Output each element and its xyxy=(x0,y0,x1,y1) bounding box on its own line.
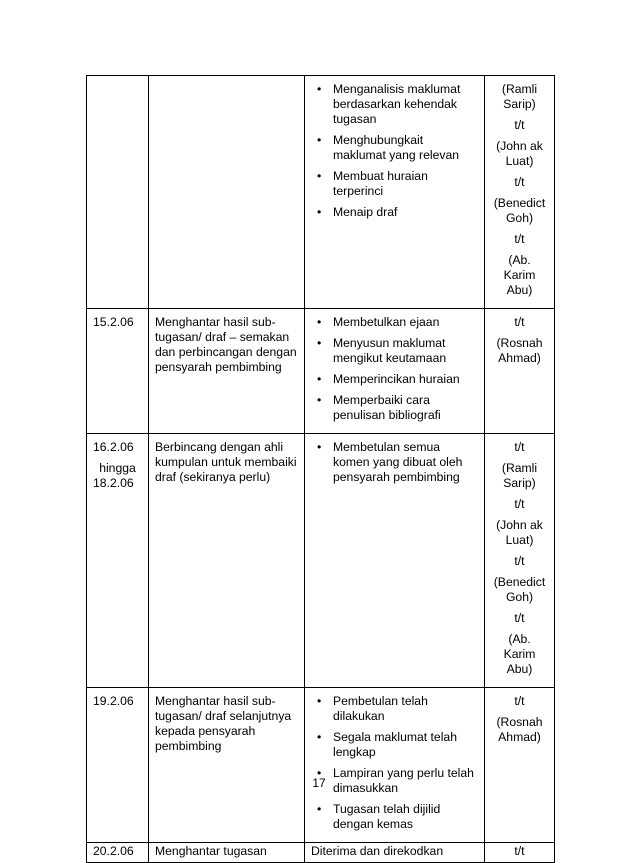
list-item: • Memperbaiki cara penulisan bibliografi xyxy=(311,393,478,423)
list-item: • Lampiran yang perlu telah dimasukkan xyxy=(311,766,478,796)
task-cell: Menghantar hasil sub-tugasan/ draf – semakan dan perbincangan dengan pensyarah pembimbing xyxy=(149,309,305,434)
date-cell xyxy=(87,76,149,309)
table-row xyxy=(87,309,555,434)
date-cell xyxy=(87,309,149,434)
date-text: 18.2.06 xyxy=(93,476,134,490)
action-cell xyxy=(305,688,485,843)
signature-mark: t/t xyxy=(514,440,525,454)
table-row xyxy=(87,843,555,863)
person-name: (Ab. Karim Abu) xyxy=(503,253,536,297)
person-name: (John ak Luat) xyxy=(496,518,543,547)
date-cell xyxy=(87,688,149,843)
action-cell: Diterima dan direkodkan xyxy=(305,843,485,863)
table-row xyxy=(87,434,555,688)
date-cell xyxy=(87,434,149,688)
signature-mark: t/t xyxy=(514,175,525,189)
person-cell xyxy=(485,843,555,863)
signature-mark: t/t xyxy=(514,694,525,708)
action-cell xyxy=(305,309,485,434)
signature-mark: t/t xyxy=(514,554,525,568)
date-text: 16.2.06 xyxy=(93,440,134,454)
list-item: • Tugasan telah dijilid dengan kemas xyxy=(311,802,478,832)
task-cell: Berbincang dengan ahli kumpulan untuk membaiki draf (sekiranya perlu) xyxy=(149,434,305,688)
action-cell xyxy=(305,76,485,309)
list-item: • Menganalisis maklumat berdasarkan kehendak tugasan xyxy=(311,82,478,127)
person-name: (John ak Luat) xyxy=(496,139,543,168)
person-cell xyxy=(485,434,555,688)
list-item: • Segala maklumat telah lengkap xyxy=(311,730,478,760)
page-number: 17 xyxy=(312,776,326,790)
person-name: (Benedict Goh) xyxy=(493,196,546,225)
list-item: • Membuat huraian terperinci xyxy=(311,169,478,199)
person-name: (Rosnah Ahmad) xyxy=(496,715,543,744)
person-name: (Ramli Sarip) xyxy=(501,461,538,490)
date-text: 19.2.06 xyxy=(93,694,134,708)
signature-mark: t/t xyxy=(514,118,525,132)
schedule-table xyxy=(86,75,555,863)
person-cell xyxy=(485,76,555,309)
person-cell xyxy=(485,688,555,843)
list-item: • Pembetulan telah dilakukan xyxy=(311,694,478,724)
list-item: • Membetulan semua komen yang dibuat oleh pensyarah pembimbing xyxy=(311,440,478,485)
signature-mark: t/t xyxy=(514,315,525,329)
list-item: • Menaip draf xyxy=(311,205,478,220)
list-item: • Menghubungkait maklumat yang relevan xyxy=(311,133,478,163)
date-cell xyxy=(87,843,149,863)
list-item: • Menyusun maklumat mengikut keutamaan xyxy=(311,336,478,366)
task-cell: Menghantar hasil sub-tugasan/ draf selanjutnya kepada pensyarah pembimbing xyxy=(149,688,305,843)
task-cell: Menghantar tugasan xyxy=(149,843,305,863)
signature-mark: t/t xyxy=(514,232,525,246)
action-cell xyxy=(305,434,485,688)
list-item: • Membetulkan ejaan xyxy=(311,315,478,330)
person-name: (Benedict Goh) xyxy=(493,575,546,604)
person-name: (Ramli Sarip) xyxy=(501,82,538,111)
signature-mark: t/t xyxy=(514,611,525,625)
date-text: 20.2.06 xyxy=(93,844,134,858)
signature-mark: t/t xyxy=(514,844,525,858)
date-range-word: hingga xyxy=(99,461,136,475)
person-name: (Ab. Karim Abu) xyxy=(503,632,536,676)
list-item: • Memperincikan huraian xyxy=(311,372,478,387)
person-cell xyxy=(485,309,555,434)
table-row xyxy=(87,76,555,309)
person-name: (Rosnah Ahmad) xyxy=(496,336,543,365)
date-text: 15.2.06 xyxy=(93,315,134,329)
table-row xyxy=(87,688,555,843)
signature-mark: t/t xyxy=(514,497,525,511)
task-cell xyxy=(149,76,305,309)
